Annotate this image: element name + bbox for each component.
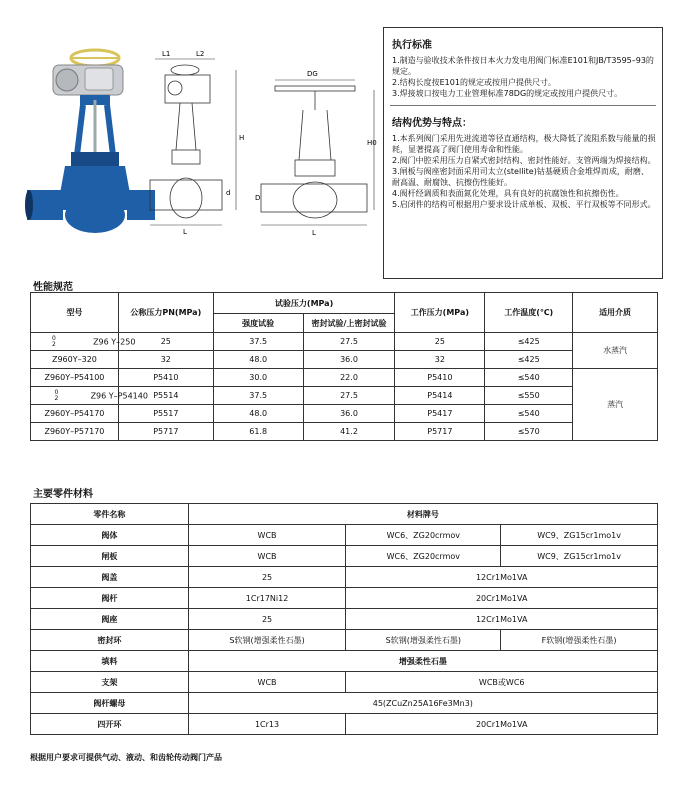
- label-h: H: [239, 134, 245, 142]
- header-part-name: 零件名称: [31, 504, 189, 525]
- table-row: [31, 369, 658, 387]
- cell-strength: 61.8: [213, 423, 303, 441]
- table-row: [31, 351, 658, 369]
- label-l1: L1: [162, 50, 171, 58]
- cell-seal: 27.5: [303, 333, 395, 351]
- part-name: 阀杆螺母: [31, 693, 189, 714]
- cell-temp: ≤540: [485, 369, 573, 387]
- part-name: 填料: [31, 651, 189, 672]
- cell-model: Z960Y–P57170: [31, 423, 119, 441]
- material-cell: 增强柔性石墨: [188, 651, 657, 672]
- header-work: 工作压力(MPa): [395, 293, 485, 333]
- header-material-grade: 材料牌号: [188, 504, 657, 525]
- materials-table: [30, 503, 658, 735]
- standards-item: 2.结构长度按E101的规定或按用户提供尺寸。: [392, 78, 556, 87]
- frac-top: 0: [51, 334, 56, 342]
- table-row: [31, 567, 658, 588]
- part-name: 阀杆: [31, 588, 189, 609]
- table-row: [31, 546, 658, 567]
- material-cell: WCB: [188, 672, 346, 693]
- table-row: [31, 693, 658, 714]
- features-item: 4.阀杆经调质和表面氮化处理，具有良好的抗腐蚀性和抗擦伤性。: [392, 189, 624, 198]
- label-l-2: L: [312, 229, 316, 237]
- material-cell: 1Cr17Ni12: [188, 588, 346, 609]
- table-row: [31, 405, 658, 423]
- cell-strength: 48.0: [213, 405, 303, 423]
- features-list: [384, 133, 662, 210]
- cell-pn: 32: [118, 351, 213, 369]
- standards-item: 3.焊接坡口按电力工业管理标准78DG的规定或按用户提供尺寸。: [392, 89, 623, 98]
- cell-strength: 30.0: [213, 369, 303, 387]
- cell-strength: 37.5: [213, 333, 303, 351]
- part-name: 闸板: [31, 546, 189, 567]
- cell-work: 32: [395, 351, 485, 369]
- table-row: [31, 651, 658, 672]
- features-item: 1.本系列阀门采用先进流道等径直通结构，极大降低了流阻系数与能量的损耗，显著提高了阀门使用寿命和性能。: [392, 134, 656, 154]
- table-header-row: [31, 504, 658, 525]
- features-item: 3.闸板与阀座密封面采用司太立(stellite)钴基硬质合金堆焊而成，耐磨、耐高温、耐腐蚀、抗擦伤性能好。: [392, 167, 649, 187]
- material-cell: WC6、ZG20crmov: [346, 525, 501, 546]
- cell-work: 25: [395, 333, 485, 351]
- cell-model: [31, 333, 136, 351]
- cell-pn: P5717: [118, 423, 213, 441]
- cell-model: Z960Y–P54170: [31, 405, 119, 423]
- cell-strength: 37.5: [213, 387, 303, 405]
- material-cell: 12Cr1Mo1VA: [346, 567, 658, 588]
- part-name: 阀座: [31, 609, 189, 630]
- material-cell: WCB: [188, 546, 346, 567]
- valve-drawing-handwheel: [255, 60, 380, 240]
- footnote: 根据用户要求可提供气动、液动、和齿轮传动阀门产品: [30, 753, 222, 762]
- material-cell: WCB: [188, 525, 346, 546]
- cell-model: Z960Y–P54100: [31, 369, 119, 387]
- header-temp: 工作温度(℃): [485, 293, 573, 333]
- material-cell: WC6、ZG20crmov: [346, 546, 501, 567]
- cell-temp: ≤425: [485, 333, 573, 351]
- table-row: [31, 672, 658, 693]
- material-cell: 1Cr13: [188, 714, 346, 735]
- cell-work: P5717: [395, 423, 485, 441]
- table-row: [31, 525, 658, 546]
- model-text: Z96 Y–P54140: [90, 391, 148, 400]
- material-cell: 25: [188, 609, 346, 630]
- features-title: 结构优势与特点：: [392, 118, 472, 129]
- cell-pn: P5514: [118, 387, 213, 405]
- material-cell: S软钢(增强柔性石墨): [188, 630, 346, 651]
- header-seal: 密封试验/上密封试验: [303, 314, 395, 333]
- model-fraction: [54, 390, 58, 402]
- performance-title: 性能规范: [33, 282, 73, 293]
- part-name: 四开环: [31, 714, 189, 735]
- table-row: [31, 714, 658, 735]
- table-row: [31, 588, 658, 609]
- cell-seal: 22.0: [303, 369, 395, 387]
- part-name: 密封环: [31, 630, 189, 651]
- materials-title: 主要零件材料: [33, 489, 93, 500]
- frac-top: 0: [54, 388, 59, 396]
- material-cell: F软钢(增强柔性石墨): [501, 630, 658, 651]
- material-cell: S软钢(增强柔性石墨): [346, 630, 501, 651]
- part-name: 阀盖: [31, 567, 189, 588]
- cell-pn: P5517: [118, 405, 213, 423]
- part-name: 支架: [31, 672, 189, 693]
- cell-model: Z960Y–320: [31, 351, 119, 369]
- standards-item: 1.制造与验收技术条件按日本火力发电用阀门标准E101和JB/T3595–93的规定。: [392, 56, 654, 76]
- table-row: [31, 387, 658, 405]
- label-d-upper: D: [255, 194, 261, 202]
- cell-work: P5410: [395, 369, 485, 387]
- label-h0: H0: [367, 139, 377, 147]
- header-strength: 强度试验: [213, 314, 303, 333]
- label-d: d: [226, 189, 231, 197]
- standards-list: [384, 55, 662, 99]
- model-text: Z96 Y–250: [93, 337, 136, 346]
- material-cell: WCB或WC6: [346, 672, 658, 693]
- frac-bottom: 2: [51, 340, 56, 348]
- performance-table: [30, 292, 658, 441]
- cell-pn: P5410: [118, 369, 213, 387]
- part-name: 阀体: [31, 525, 189, 546]
- material-cell: 25: [188, 567, 346, 588]
- table-row: [31, 333, 658, 351]
- material-cell: WC9、ZG15cr1mo1v: [501, 525, 658, 546]
- cell-model: [31, 387, 148, 405]
- cell-seal: 36.0: [303, 351, 395, 369]
- label-l: L: [183, 228, 187, 236]
- cell-work: P5414: [395, 387, 485, 405]
- table-row: [31, 423, 658, 441]
- material-cell: WC9、ZG15cr1mo1v: [501, 546, 658, 567]
- material-cell: 45(ZCuZn25A16Fe3Mn3): [188, 693, 657, 714]
- cell-medium-steam: 蒸汽: [573, 369, 658, 441]
- valve-drawing-actuated: [140, 40, 250, 240]
- material-cell: 12Cr1Mo1VA: [346, 609, 658, 630]
- cell-pn: 25: [118, 333, 213, 351]
- header-model: 型号: [31, 293, 119, 333]
- table-row: [31, 609, 658, 630]
- cell-temp: ≤570: [485, 423, 573, 441]
- cell-work: P5417: [395, 405, 485, 423]
- header-test: 试验压力(MPa): [213, 293, 395, 314]
- cell-temp: ≤550: [485, 387, 573, 405]
- valve-product-photo: [25, 40, 155, 240]
- info-box: [383, 27, 663, 279]
- cell-seal: 27.5: [303, 387, 395, 405]
- frac-bottom: 2: [54, 394, 59, 402]
- material-cell: 20Cr1Mo1VA: [346, 588, 658, 609]
- cell-seal: 41.2: [303, 423, 395, 441]
- cell-seal: 36.0: [303, 405, 395, 423]
- header-pn: 公称压力PN(MPa): [118, 293, 213, 333]
- header-medium: 适用介质: [573, 293, 658, 333]
- cell-temp: ≤540: [485, 405, 573, 423]
- label-dg: DG: [307, 70, 318, 78]
- cell-strength: 48.0: [213, 351, 303, 369]
- standards-title: 执行标准: [392, 40, 432, 51]
- material-cell: 20Cr1Mo1VA: [346, 714, 658, 735]
- model-fraction: [52, 336, 56, 348]
- features-item: 2.阀门中腔采用压力自紧式密封结构、密封性能好。支管两端为焊接结构。: [392, 156, 656, 165]
- label-l2: L2: [196, 50, 205, 58]
- table-row: [31, 630, 658, 651]
- features-item: 5.启闭件的结构可根据用户要求设计成单板、双板、平行双板等不同形式。: [392, 200, 656, 209]
- cell-temp: ≤425: [485, 351, 573, 369]
- cell-medium-water-steam: 水蒸汽: [573, 333, 658, 369]
- info-divider: [390, 105, 656, 106]
